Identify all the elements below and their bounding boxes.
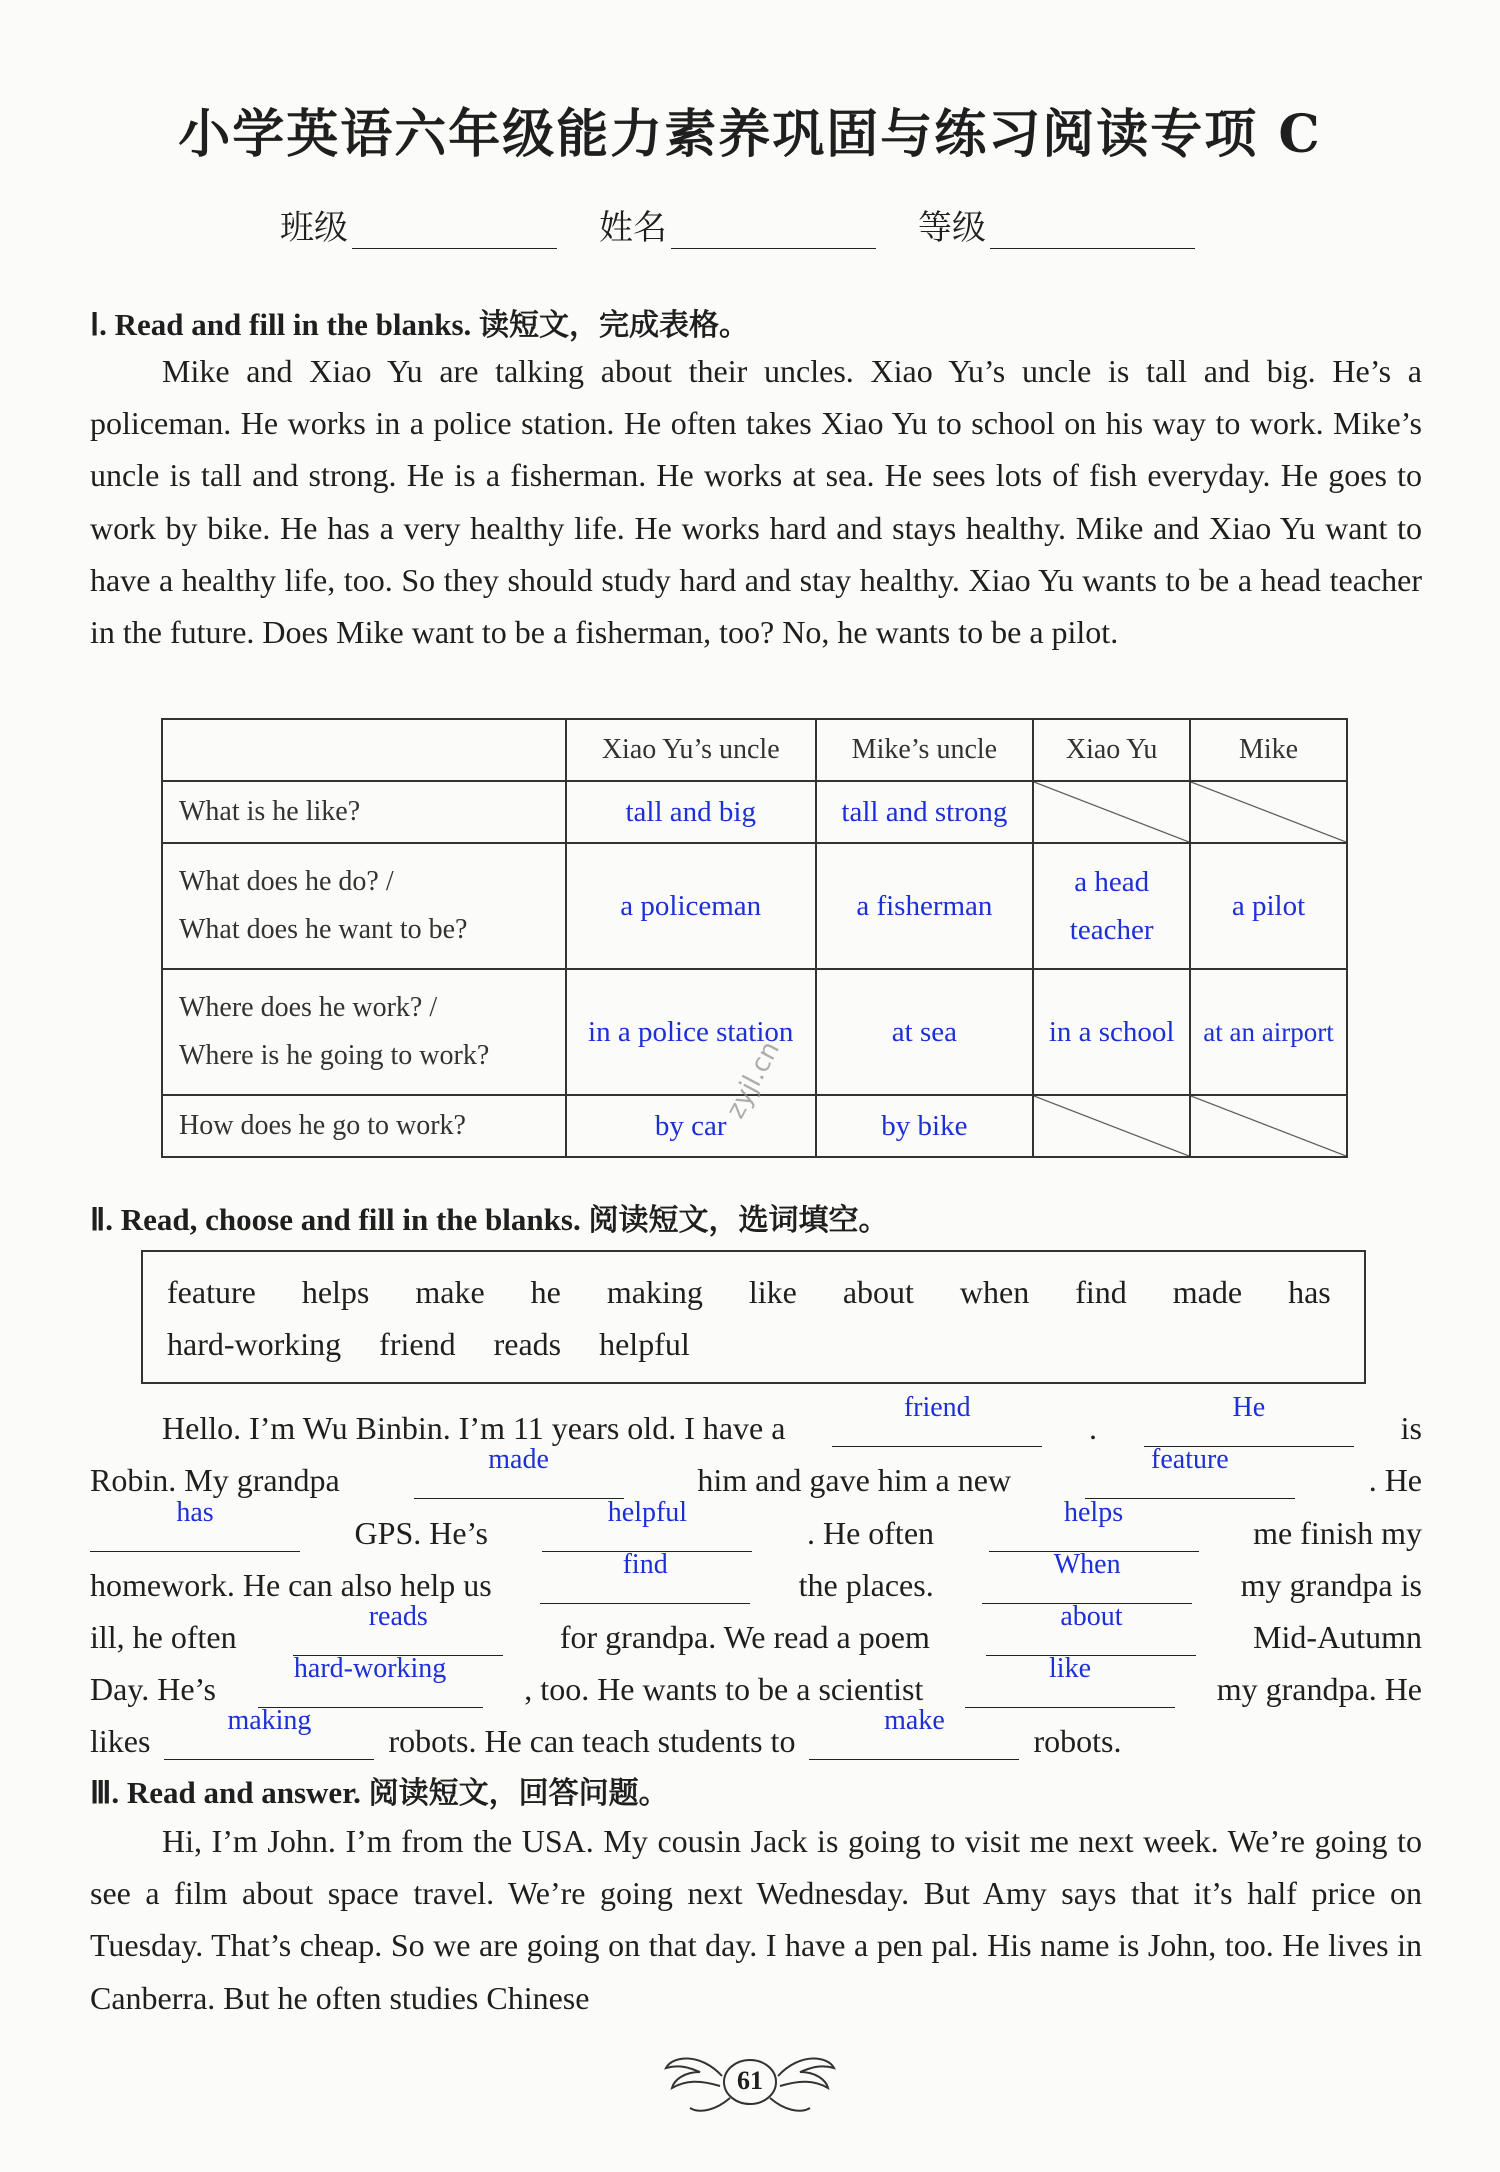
answer-text: has	[176, 1496, 214, 1528]
answer-cell[interactable]: by bike	[816, 1095, 1034, 1157]
passage-text: Hello. I’m Wu Binbin. I’m 11 years old. I have a	[162, 1410, 786, 1447]
word-bank-word: friend	[379, 1326, 456, 1362]
answer-cell[interactable]: tall and big	[566, 781, 816, 843]
answer-cell[interactable]: a pilot	[1190, 843, 1347, 969]
answer-blank[interactable]	[414, 1444, 624, 1499]
section1-passage	[90, 345, 1422, 658]
passage-text: my grandpa is	[1240, 1566, 1422, 1603]
passage-line	[90, 1444, 1422, 1499]
answer-blank[interactable]	[540, 1548, 750, 1604]
word-bank-word: helpful	[599, 1326, 690, 1362]
answer-blank[interactable]	[1144, 1392, 1354, 1447]
section3-heading-en: Read and answer.	[126, 1775, 361, 1810]
word-bank-word: feature	[167, 1274, 256, 1310]
answer-text: hard-working	[293, 1653, 447, 1685]
answer-blank[interactable]	[832, 1392, 1042, 1447]
word-bank-row	[167, 1266, 1340, 1318]
section3-heading-zh: 阅读短文，回答问题。	[368, 1776, 669, 1811]
answer-text: reads	[368, 1600, 428, 1632]
passage-line	[90, 1548, 1422, 1604]
word-bank-word: hard-working	[167, 1326, 342, 1362]
question-cell	[162, 969, 566, 1095]
passage-text: Robin. My grandpa	[90, 1462, 340, 1499]
answer-cell[interactable]: in a school	[1033, 969, 1190, 1095]
answer-blank[interactable]	[809, 1705, 1019, 1760]
table-row	[162, 843, 1347, 969]
section1-passage-text: Mike and Xiao Yu are talking about their uncles. Xiao Yu’s uncle is tall and big. He’s a policeman. He works in a police station. He often takes Xiao Yu to school on his way to work. Mike’s uncle is tall and strong. He is a fisherman. He works at sea. He sees lots of fish everyday. He goes to work by bike. He has a very healthy life. He works hard and stays healthy. Mike and Xiao Yu want to have a healthy life, too. So they should study hard and stay healthy. Xiao Yu wants to be a head teacher in the future. Does Mike want to be a fisherman, too? No, he wants to be a pilot.	[90, 353, 1422, 651]
answer-cell[interactable]: a head teacher	[1033, 843, 1190, 969]
question-text: How does he go to work?	[179, 1110, 466, 1141]
crossed-cell	[1033, 781, 1190, 843]
answer-blank[interactable]	[164, 1705, 374, 1760]
question-cell	[162, 1095, 566, 1157]
answer-blank[interactable]	[1085, 1444, 1295, 1499]
table-header: Mike’s uncle	[816, 719, 1034, 781]
question-cell	[162, 781, 566, 843]
answer-blank[interactable]	[965, 1653, 1175, 1708]
passage-line	[90, 1496, 1422, 1551]
passage-text: robots. He can teach students to	[388, 1723, 796, 1760]
word-bank-word: when	[959, 1274, 1030, 1310]
crossed-cell	[1033, 1095, 1190, 1157]
section1-heading-zh: 读短文，完成表格。	[479, 308, 750, 343]
answer-text: feature	[1151, 1444, 1229, 1476]
question-text: Where does he work? /	[179, 992, 438, 1023]
section3-passage	[90, 1815, 1422, 2024]
answer-blank[interactable]	[258, 1653, 483, 1708]
answer-cell[interactable]: in a police station	[566, 969, 816, 1095]
section1-heading	[90, 300, 749, 344]
section1-number: Ⅰ.	[90, 307, 107, 342]
section3-number: Ⅲ.	[90, 1775, 120, 1810]
word-bank-word: making	[606, 1274, 703, 1310]
word-bank-row	[167, 1318, 1340, 1370]
question-cell	[162, 843, 566, 969]
answer-blank[interactable]	[986, 1600, 1196, 1656]
name-label: 姓名	[599, 208, 667, 248]
answer-blank[interactable]	[90, 1496, 300, 1552]
section2-heading-en: Read, choose and fill in the blanks.	[120, 1202, 581, 1237]
answer-blank[interactable]	[293, 1600, 503, 1656]
answer-text: friend	[903, 1392, 971, 1424]
passage-text: robots.	[1033, 1723, 1122, 1760]
passage-text: him and gave him a new	[697, 1462, 1012, 1499]
page-number: 61	[737, 2066, 763, 2095]
answer-text: helpful	[607, 1496, 688, 1528]
section2-passage	[90, 1392, 1422, 1760]
page-title: 小学英语六年级能力素养巩固与练习阅读专项 C	[178, 104, 1322, 165]
grade-label: 等级	[918, 208, 986, 248]
answer-text: He	[1232, 1392, 1266, 1424]
answer-text: like	[1049, 1653, 1092, 1685]
name-blank[interactable]	[671, 208, 876, 249]
section1-heading-en: Read and fill in the blanks.	[114, 307, 472, 342]
passage-text: ill, he often	[90, 1618, 237, 1655]
passage-text: , too. He wants to be a scientist	[524, 1671, 924, 1708]
watermark: zyjl.cn	[720, 1036, 786, 1124]
passage-text: Mid-Autumn	[1253, 1618, 1422, 1655]
word-bank-word: helps	[301, 1274, 370, 1310]
word-bank-word: has	[1288, 1274, 1331, 1310]
answer-text: helps	[1063, 1496, 1124, 1528]
word-bank	[141, 1250, 1366, 1384]
page-number-ornament	[660, 2046, 840, 2126]
name-field	[599, 200, 876, 249]
word-bank-word: make	[415, 1274, 485, 1310]
passage-text: homework. He can also help us	[90, 1566, 492, 1603]
word-bank-word: he	[530, 1274, 561, 1310]
answer-text: made	[488, 1444, 549, 1476]
question-text: Where is he going to work?	[179, 1040, 490, 1071]
passage-text: likes	[90, 1723, 151, 1760]
answer-text: When	[1053, 1548, 1121, 1580]
answer-cell[interactable]: at an airport	[1190, 969, 1347, 1095]
passage-text: . He often	[806, 1514, 935, 1551]
passage-text: for grandpa. We read a poem	[559, 1618, 930, 1655]
passage-text: .	[1089, 1410, 1098, 1447]
word-bank-word: reads	[493, 1326, 562, 1362]
table-row	[162, 781, 1347, 843]
answer-blank[interactable]	[542, 1496, 752, 1552]
section3-passage-text: Hi, I’m John. I’m from the USA. My cousin Jack is going to visit me next week. We’re going to see a film about space travel. We’re going next Wednesday. But Amy says that it’s half price on Tuesday. That’s cheap. So we are going on that day. I have a pen pal. His name is John, too. He lives in Canberra. But he often studies Chinese	[90, 1823, 1422, 2016]
passage-line	[90, 1600, 1422, 1656]
section3-heading	[90, 1768, 669, 1812]
passage-line	[90, 1653, 1422, 1708]
table-header-row	[162, 719, 1347, 781]
grade-blank[interactable]	[990, 208, 1195, 249]
page-number-badge	[0, 2046, 1500, 2131]
question-text: What is he like?	[179, 796, 361, 827]
answer-text: find	[622, 1548, 668, 1580]
table-header: Xiao Yu	[1033, 719, 1190, 781]
crossed-cell	[1190, 1095, 1347, 1157]
word-bank-word: made	[1172, 1274, 1243, 1310]
answer-cell[interactable]: a fisherman	[816, 843, 1034, 969]
word-bank-word: like	[748, 1274, 797, 1310]
table-header: Xiao Yu’s uncle	[566, 719, 816, 781]
grade-field	[918, 200, 1195, 249]
answer-cell[interactable]: tall and strong	[816, 781, 1034, 843]
class-label: 班级	[280, 208, 348, 248]
passage-line	[90, 1392, 1422, 1447]
class-blank[interactable]	[352, 208, 557, 249]
class-field	[280, 200, 557, 249]
section2-number: Ⅱ.	[90, 1202, 114, 1237]
answer-cell[interactable]: by car	[566, 1095, 816, 1157]
answer-cell[interactable]: at sea	[816, 969, 1034, 1095]
answer-text: making	[227, 1705, 312, 1737]
answer-text: about	[1060, 1600, 1123, 1632]
passage-text: is	[1400, 1410, 1422, 1447]
question-text: What does he do? /	[179, 866, 394, 897]
crossed-cell	[1190, 781, 1347, 843]
answer-blank[interactable]	[982, 1548, 1192, 1604]
student-info	[280, 200, 1237, 249]
section2-heading-zh: 阅读短文，选词填空。	[588, 1203, 889, 1238]
section2-heading	[90, 1195, 888, 1239]
passage-text: my grandpa. He	[1216, 1671, 1422, 1708]
answer-text: make	[884, 1705, 945, 1737]
answer-blank[interactable]	[989, 1496, 1199, 1552]
passage-text: the places.	[798, 1566, 934, 1603]
passage-text: GPS. He’s	[354, 1514, 488, 1551]
passage-text: me finish my	[1253, 1514, 1422, 1551]
table-corner	[162, 719, 566, 781]
word-bank-word: about	[842, 1274, 914, 1310]
answer-cell[interactable]: a policeman	[566, 843, 816, 969]
passage-text: . He	[1368, 1462, 1422, 1499]
passage-text: Day. He’s	[90, 1671, 216, 1708]
passage-line	[90, 1705, 1422, 1760]
question-text: What does he want to be?	[179, 914, 468, 945]
table-header: Mike	[1190, 719, 1347, 781]
word-bank-word: find	[1075, 1274, 1127, 1310]
